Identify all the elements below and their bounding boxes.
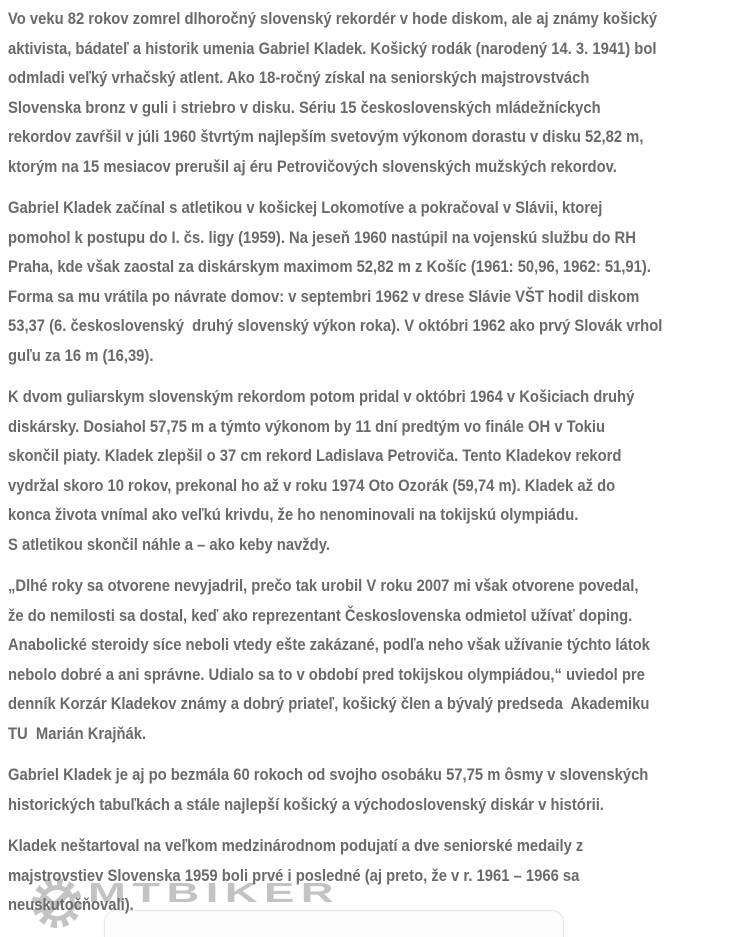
text-line: Anabolické steroidy síce neboli vtedy ešte zakázané, podľa neho však užívanie týchto látok [8,635,650,654]
text-line: denník Korzár Kladekov známy a dobrý priateľ, košický člen a bývalý predseda Akademiku [8,694,650,713]
text-line: Slovenska bronz v guli i striebro v disku. Sériu 15 československých mládežníckych [8,97,601,117]
paragraph-6 [8,831,751,920]
text-line: Vo veku 82 rokov zomrel dlhoročný slovenský rekordér v hode diskom, ale aj známy košický [8,9,658,28]
text-line: TU Marián Krajňák. [8,723,147,743]
text-line: Kladek neštartoval na veľkom medzinárodnom podujatí a dve seniorské medaily z [8,836,584,855]
text-line: že do nemilosti sa dostal, keď ako reprezentant Československa odmietol užívať doping. [8,605,633,625]
text-line: aktivista, bádateľ a historik umenia Gabriel Kladek. Košický rodák (narodený 14. 3. 1941) bol [8,38,657,58]
paragraph-4 [8,571,751,748]
article-body [8,4,751,932]
text-line: K dvom guliarskym slovenským rekordom potom pridal v októbri 1964 v Košiciach druhý [8,387,635,406]
text-line: nebolo dobré a ani správne. Udialo sa to v období pred tokijskou olympiádou,“ uviedol pre [8,664,645,684]
text-line: konca života vnímal ako veľkú krivdu, že ho nenominovali na tokijskú olympiádu. [8,505,579,524]
text-line: guľu za 16 m (16,39). [8,345,154,365]
paragraph-3 [8,382,751,559]
text-line: historických tabuľkách a stále najlepší košický a východoslovenský diskár v histórii. [8,794,604,814]
paragraph-1 [8,4,751,181]
text-line: diskársky. Dosiahol 57,75 m a týmto výkonom by 11 dní predtým vo finále OH v Tokiu [8,416,605,436]
text-line: vydržal skoro 10 rokov, prekonal ho až v roku 1974 Oto Ozorák (59,74 m). Kladek až do [8,475,616,495]
text-line: neuskutočňovali). [8,895,134,914]
text-line: skončil piaty. Kladek zlepšil o 37 cm rekord Ladislava Petroviča. Tento Kladekov rekord [8,446,622,465]
text-line: Forma sa mu vrátila po návrate domov: v septembri 1962 v drese Slávie VŠT hodil diskom [8,286,640,306]
text-line: pomohol k postupu do I. čs. ligy (1959). Na jeseň 1960 nastúpil na vojenskú službu do RH [8,227,636,247]
paragraph-5 [8,760,751,819]
paragraph-2 [8,193,751,370]
text-line: Gabriel Kladek je aj po bezmála 60 rokoch od svojho osobáku 57,75 m ôsmy v slovenských [8,765,649,784]
text-line: Gabriel Kladek začínal s atletikou v košickej Lokomotíve a pokračoval v Slávii, ktorej [8,198,603,217]
text-line: rekordov zavŕšil v júli 1960 štvrtým najlepším svetovým výkonom dorastu v disku 52,82 m, [8,127,644,146]
text-line: odmladi veľký vrhačský atlent. Ako 18-ročný získal na seniorských majstrovstvách [8,68,590,87]
watermark-label: MTBIKER [88,877,340,908]
text-line: majstrovstiev Slovenska 1959 boli prvé i posledné (aj preto, že v r. 1961 – 1966 sa [8,865,580,885]
text-line: Praha, kde však zaostal za diskárskym maximom 52,82 m z Košíc (1961: 50,96, 1962: 51,91). [8,257,651,276]
text-line: ktorým na 15 mesiacov prerušil aj éru Petrovičových slovenských mužských rekordov. [8,156,617,176]
text-line: S atletikou skončil náhle a – ako keby navždy. [8,534,330,554]
text-line: 53,37 (6. československý druhý slovenský výkon roka). V októbri 1962 ako prvý Slovák vrhol [8,316,663,335]
text-line: „Dlhé roky sa otvorene nevyjadril, prečo tak urobil V roku 2007 mi však otvorene povedal, [8,576,639,595]
